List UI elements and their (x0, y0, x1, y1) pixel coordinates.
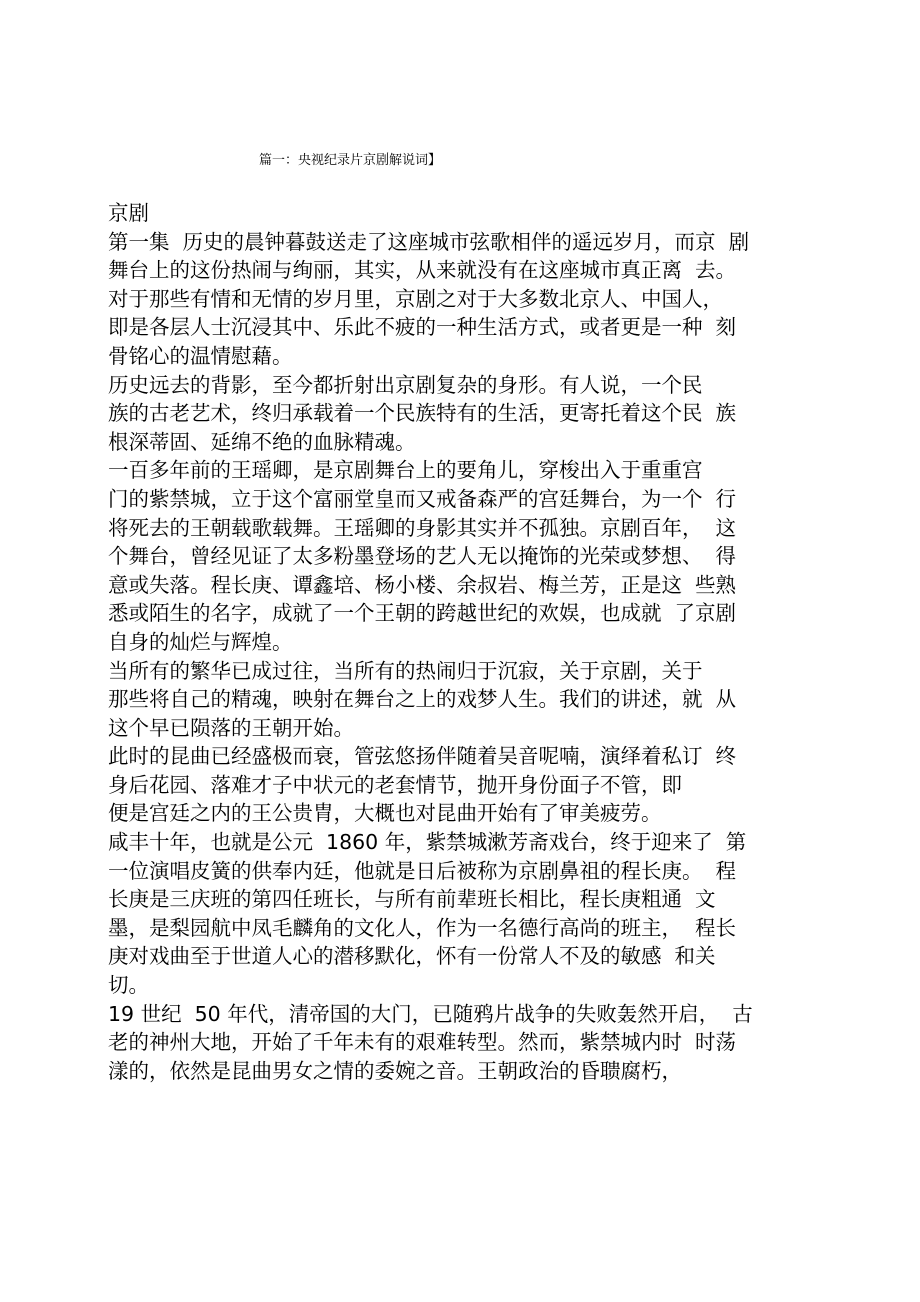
text-line: 漾的，依然是昆曲男女之情的委婉之音。王朝政治的昏聩腐朽， (108, 1058, 682, 1083)
text-line: 切。 (108, 973, 149, 998)
text-line: 悉或陌生的名字，成就了一个王朝的跨越世纪的欢娱，也成就 了京剧 (108, 601, 737, 626)
text-line: 自身的灿烂与辉煌。 (108, 629, 293, 654)
text-line: 便是宫廷之内的王公贵胄，大概也对昆曲开始有了审美疲劳。 (108, 801, 662, 826)
text-line: 老的神州大地，开始了千年未有的艰难转型。然而，紫禁城内时 时荡 (108, 1030, 737, 1055)
text-line: 对于那些有情和无情的岁月里，京剧之对于大多数北京人、中国人， (108, 286, 723, 311)
text-line: 此时的昆曲已经盛极而衰，管弦悠扬伴随着吴音呢喃，演绎着私订 终 (108, 744, 737, 769)
document-title: 京剧 (108, 201, 149, 225)
text-line: 个舞台，曾经见证了太多粉墨登场的艺人无以掩饰的光荣或梦想、 得 (108, 544, 737, 569)
text-line: 一位演唱皮簧的供奉内廷，他就是日后被称为京剧鼻祖的程长庚。 程 (108, 858, 737, 883)
text-line: 19 世纪 50 年代，清帝国的大门，已随鸦片战争的失败轰然开启， 古 (108, 1001, 753, 1026)
text-line: 第一集 历史的晨钟暮鼓送走了这座城市弦歌相伴的遥远岁月，而京 剧 (108, 229, 750, 254)
text-line: 历史远去的背影，至今都折射出京剧复杂的身形。有人说，一个民 (108, 372, 703, 397)
document-header: 篇一：央视纪录片京剧解说词】 (259, 153, 442, 168)
text-line: 咸丰十年，也就是公元 1860 年，紫禁城漱芳斋戏台，终于迎来了 第 (108, 830, 747, 855)
text-line: 骨铭心的温情慰藉。 (108, 343, 293, 368)
text-line: 根深蒂固、延绵不绝的血脉精魂。 (108, 429, 416, 454)
text-line: 那些将自己的精魂，映射在舞台之上的戏梦人生。我们的讲述，就 从 (108, 687, 737, 712)
text-line: 墨，是梨园航中凤毛麟角的文化人，作为一名德行高尚的班主， 程长 (108, 915, 737, 940)
text-line: 将死去的王朝载歌载舞。王瑶卿的身影其实并不孤独。京剧百年， 这 (108, 515, 737, 540)
text-line: 意或失落。程长庚、谭鑫培、杨小楼、余叔岩、梅兰芳，正是这 些熟 (108, 572, 737, 597)
text-line: 这个早已陨落的王朝开始。 (108, 715, 354, 740)
document-body (108, 199, 808, 1085)
text-line: 即是各层人士沉浸其中、乐此不疲的一种生活方式，或者更是一种 刻 (108, 315, 737, 340)
text-line: 一百多年前的王瑶卿，是京剧舞台上的要角儿，穿梭出入于重重宫 (108, 458, 703, 483)
text-line: 舞台上的这份热闹与绚丽，其实，从来就没有在这座城市真正离 去。 (108, 258, 737, 283)
text-line: 族的古老艺术，终归承载着一个民族特有的生活，更寄托着这个民 族 (108, 401, 737, 426)
text-line: 门的紫禁城，立于这个富丽堂皇而又戒备森严的宫廷舞台，为一个 行 (108, 486, 737, 511)
text-line: 长庚是三庆班的第四任班长，与所有前辈班长相比，程长庚粗通 文 (108, 887, 716, 912)
text-line: 庚对戏曲至于世道人心的潜移默化，怀有一份常人不及的敏感 和关 (108, 944, 716, 969)
text-line: 当所有的繁华已成过往，当所有的热闹归于沉寂，关于京剧，关于 (108, 658, 703, 683)
text-line: 身后花园、落难才子中状元的老套情节，抛开身份面子不管，即 (108, 772, 682, 797)
